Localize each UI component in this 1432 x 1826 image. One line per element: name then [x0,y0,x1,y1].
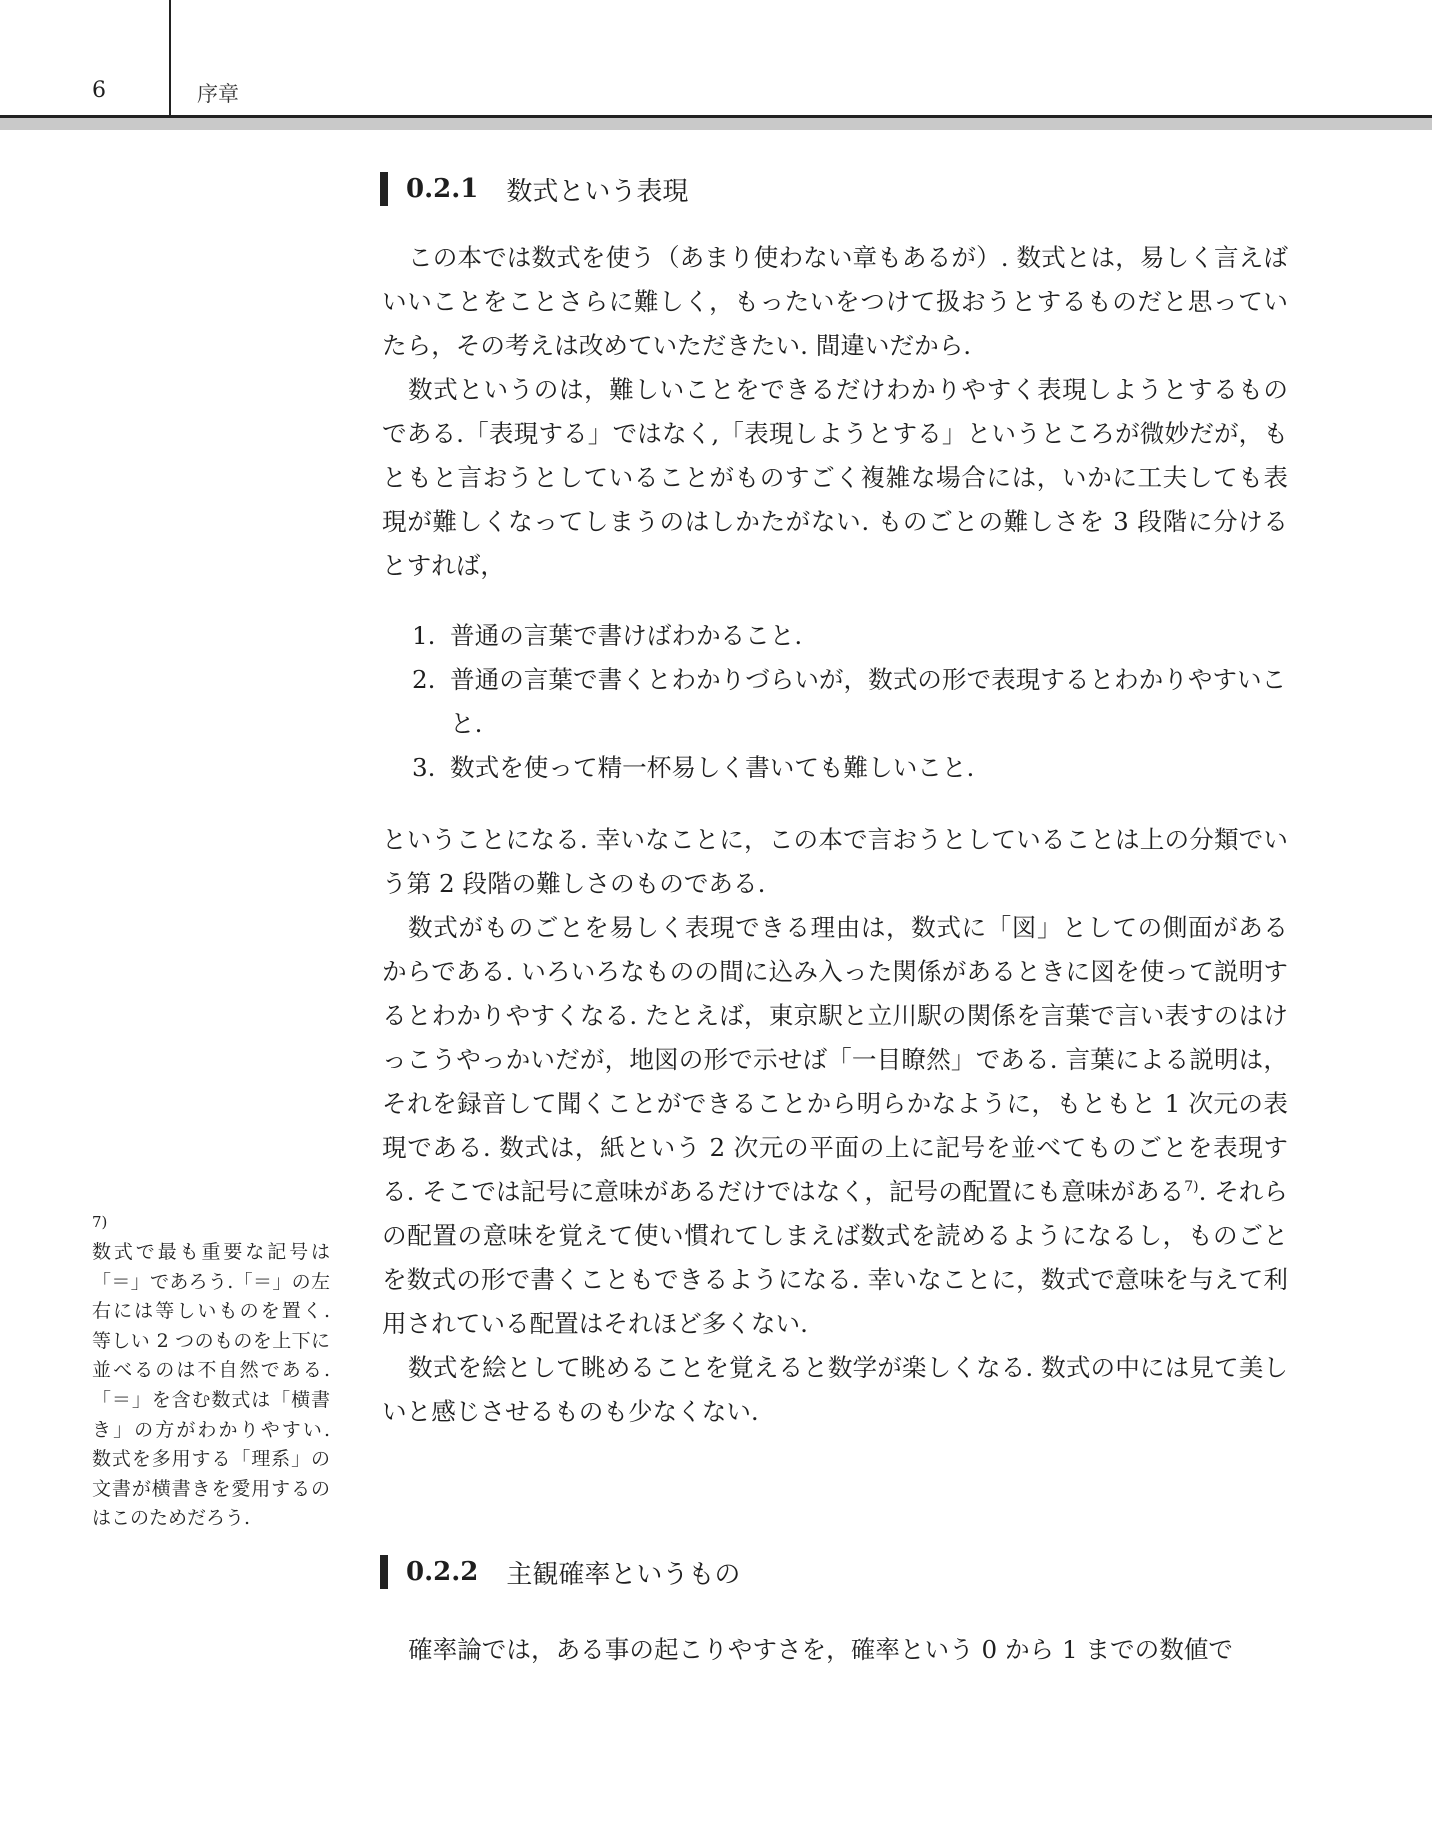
difficulty-list [382,614,1288,790]
header-divider-vertical [169,0,171,117]
list-number: 1. [412,621,436,650]
body-block-3 [382,1628,1288,1672]
paragraph-2: 数式というのは，難しいことをできるだけわかりやすく表現しようとするものである.「表現する」ではなく,「表現しようとする」というところが微妙だが，もともと言おうとしていることがものすごく複雑な場合には，いかに工夫しても表現が難しくなってしまうのはしかたがない. ものごとの難しさを 3 段階に分けるとすれば， [382,375,1288,580]
paragraph-4-text-a: 数式がものごとを易しく表現できる理由は，数式に「図」としての側面があるからである. いろいろなものの間に込み入った関係があるときに図を使って説明するとわかりやすくなる. たとえば，東京駅と立川駅の関係を言葉で言い表すのはけっこうやっかいだが，地図の形で示せば「一目瞭然」である. 言葉による説明は，それを録音して聞くことができることから明らかなように，もともと 1 次元の表現である. 数式は，紙という 2 次元の平面の上に記号を並べてものごとを表現する. そこでは記号に意味があるだけではなく，記号の配置にも意味がある [382,913,1288,1206]
paragraph-6: 確率論では，ある事の起こりやすさを，確率という 0 から 1 までの数値で [408,1635,1233,1664]
list-text: 普通の言葉で書けばわかること. [450,621,803,650]
chapter-title: 序章 [197,82,239,106]
section-marker-bar [380,1555,388,1589]
paragraph-4 [382,906,1288,1346]
section-number: 0.2.1 [406,174,479,204]
header-band [0,118,1432,130]
page-number: 6 [92,78,106,103]
list-item [382,658,1288,746]
list-item [382,614,1288,658]
margin-note [92,1212,330,1534]
list-text: 普通の言葉で書くとわかりづらいが，数式の形で表現するとわかりやすいこと. [450,665,1287,738]
body-block-1 [382,236,1288,588]
section-heading-0-2-2 [380,1554,740,1590]
paragraph-5: 数式を絵として眺めることを覚えると数学が楽しくなる. 数式の中には見て美しいと感じさせるものも少なくない. [382,1353,1288,1426]
section-title: 主観確率というもの [506,1559,741,1590]
paragraph-1: この本では数式を使う（あまり使わない章もあるが）. 数式とは，易しく言えばいいことをことさらに難しく，もったいをつけて扱おうとするものだと思っていたら，その考えは改めていただきたい. 間違いだから. [382,243,1288,360]
footnote-reference[interactable]: 7) [1184,1178,1199,1195]
margin-note-mark: 7) [92,1213,108,1231]
paragraph-3: ということになる. 幸いなことに，この本で言おうとしていることは上の分類でいう第 2 段階の難しさのものである. [382,825,1288,898]
section-marker-bar [380,172,388,206]
margin-note-text: 数式で最も重要な記号は「＝」であろう.「＝」の左右には等しいものを置く. 等しい 2 つのものを上下に並べるのは不自然である.「＝」を含む数式は「横書き」の方がわかりやすい. 数式を多用する「理系」の文書が横書きを愛用するのはこのためだろう. [92,1241,330,1530]
paragraph-4-text-b: . それらの配置の意味を覚えて使い慣れてしまえば数式を読めるようになるし，ものごとを数式の形で書くこともできるようになる. 幸いなことに，数式で意味を与えて利用されている配置はそれほど多くない. [382,1177,1288,1338]
list-item [382,746,1288,790]
list-text: 数式を使って精一杯易しく書いても難しいこと. [450,753,975,782]
list-number: 2. [412,665,436,694]
section-heading-0-2-1 [380,171,688,207]
section-title: 数式という表現 [506,176,689,207]
list-number: 3. [412,753,436,782]
body-block-2 [382,818,1288,1434]
section-number: 0.2.2 [406,1557,479,1587]
